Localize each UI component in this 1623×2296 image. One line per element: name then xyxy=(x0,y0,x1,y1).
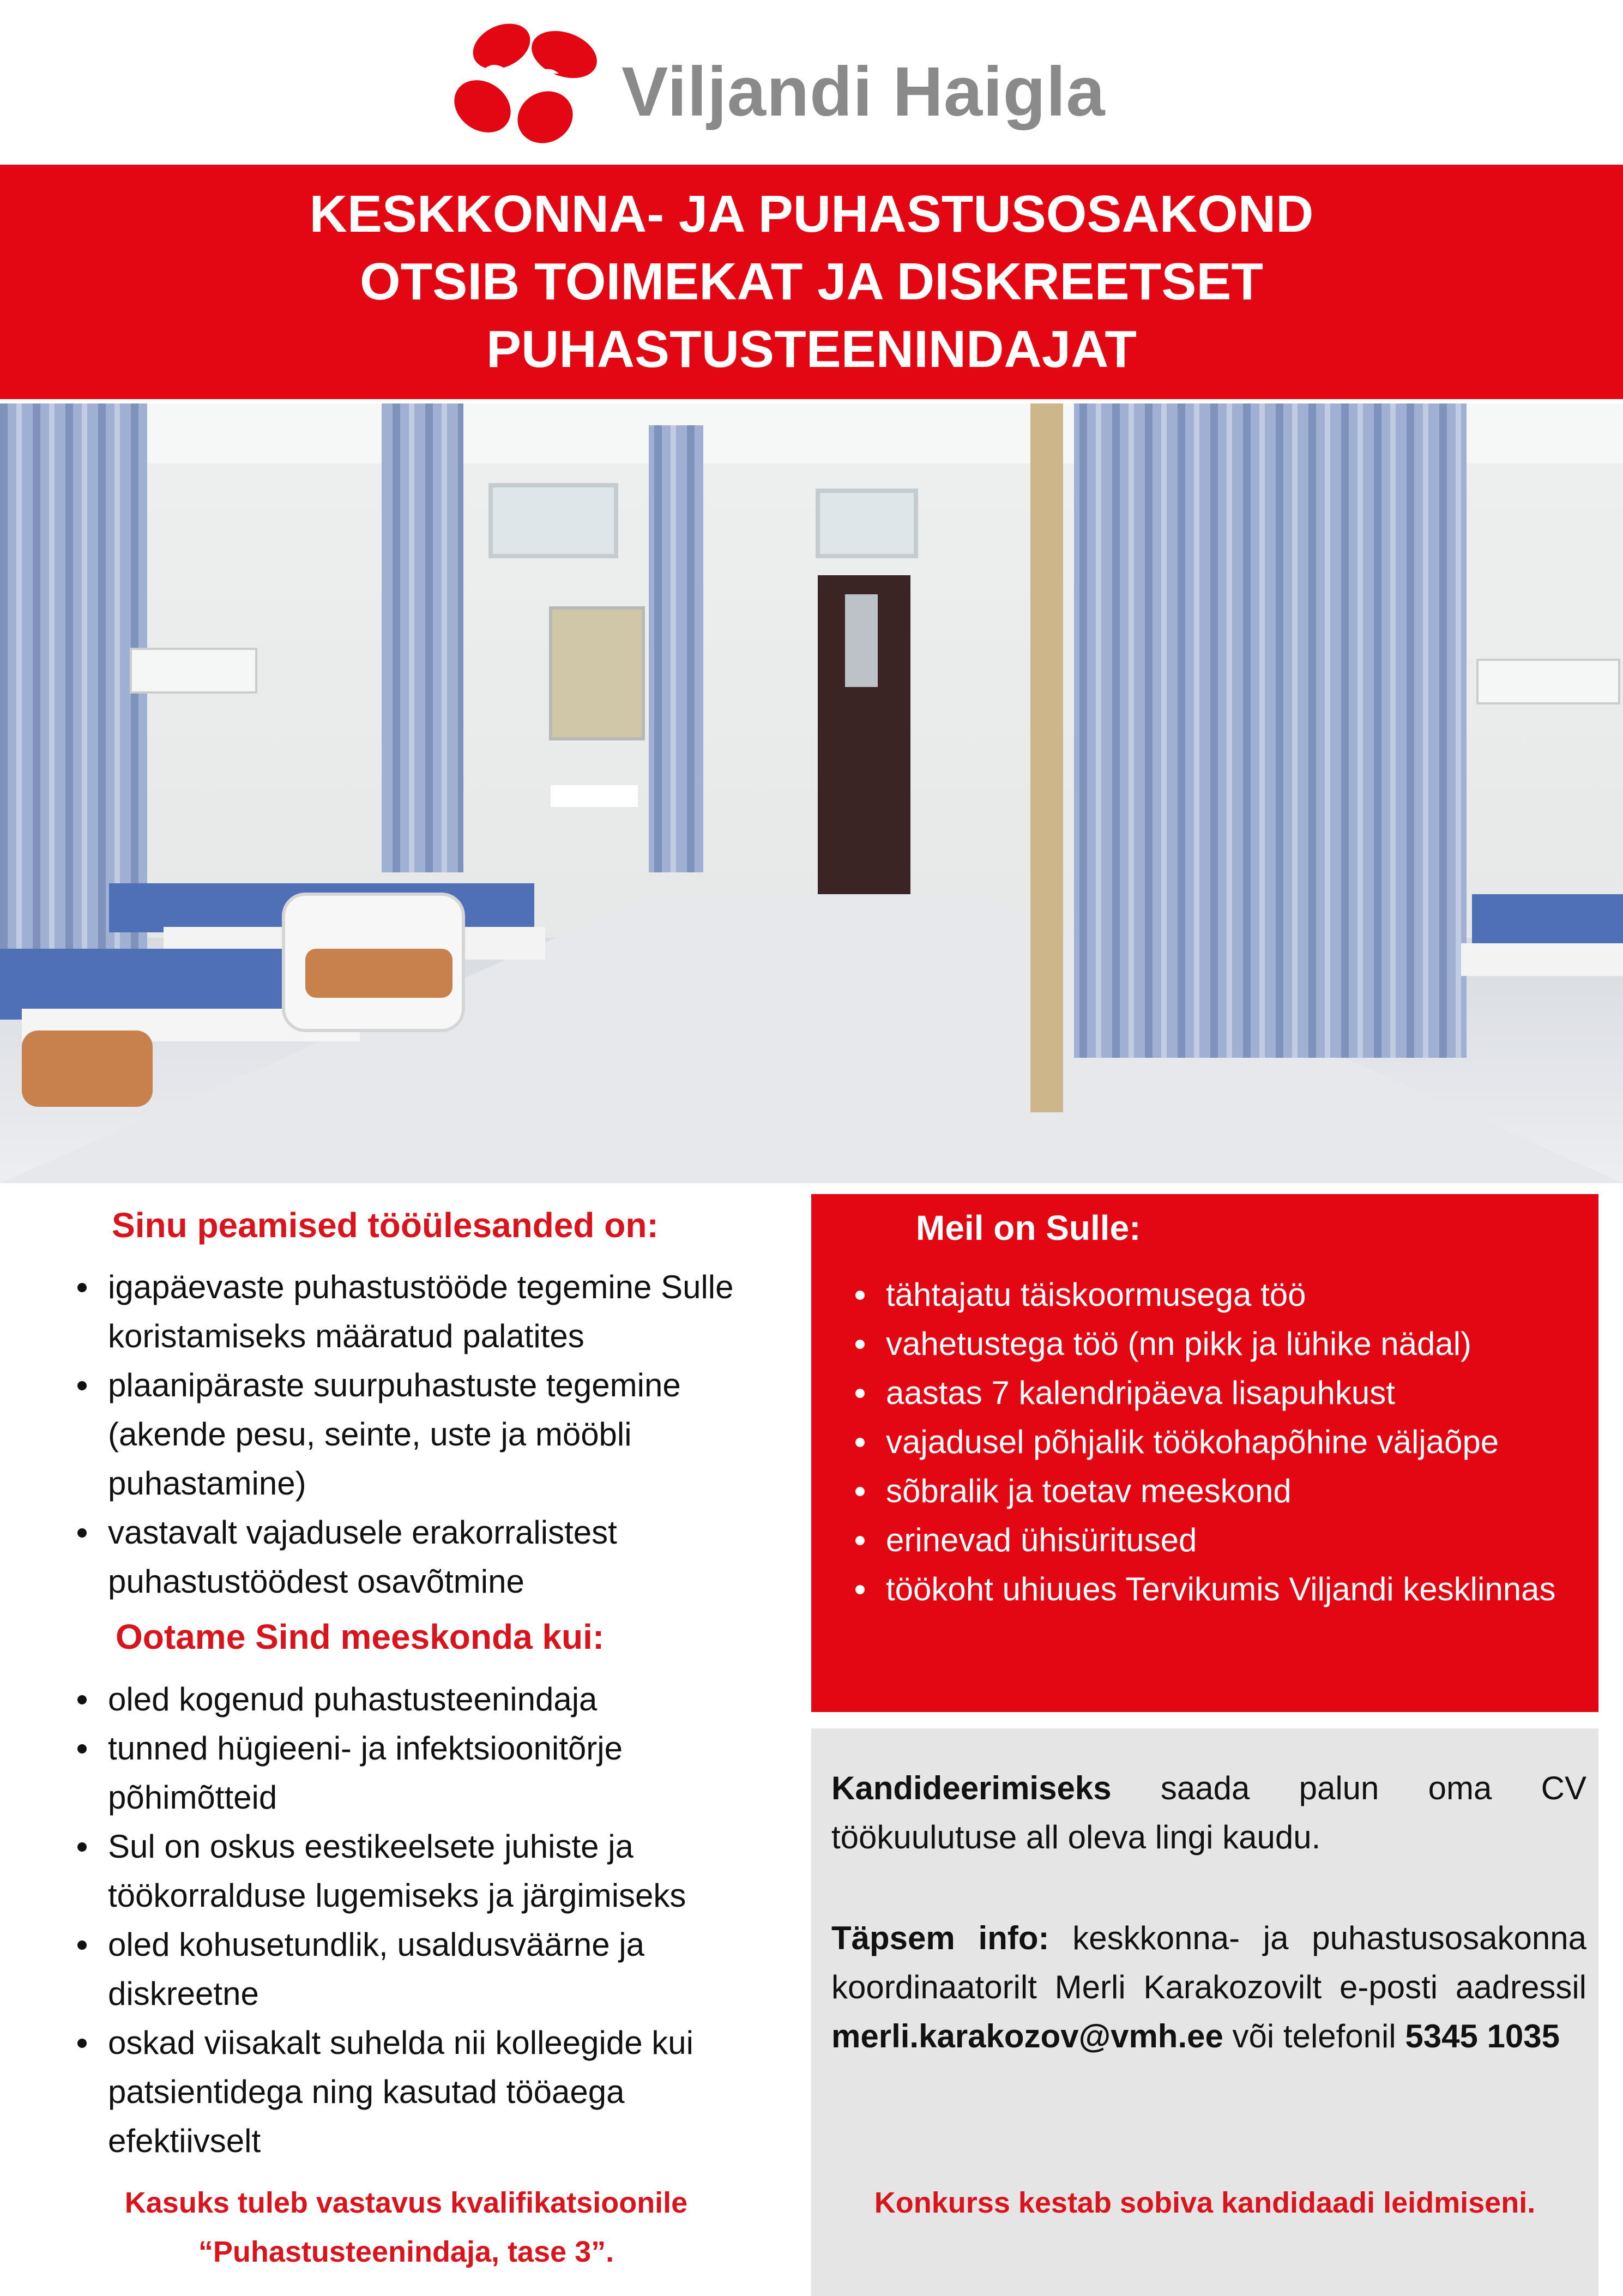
list-item: vastavalt vajadusele erakorralistest puhastustöödest osavõtmine xyxy=(70,1508,779,1606)
hospital-ward-photo xyxy=(0,403,1623,1183)
qualification-line: Kasuks tuleb vastavus kvalifikatsioonile xyxy=(124,2186,688,2219)
list-item: Sul on oskus eestikeelsete juhiste ja töökorralduse lugemiseks ja järgimiseks xyxy=(70,1822,779,1920)
brand-name: Viljandi Haigla xyxy=(622,53,1106,131)
list-item: plaanipäraste suurpuhastuste tegemine (akende pesu, seinte, uste ja mööbli puhastamine) xyxy=(70,1361,779,1508)
list-item: erinevad ühisüritused xyxy=(848,1516,1589,1565)
title-banner xyxy=(0,165,1623,399)
deadline-note: Konkurss kestab sobiva kandidaadi leidmiseni. xyxy=(874,2186,1536,2219)
flower-logo-icon xyxy=(420,16,627,153)
phone-prefix: või telefonil xyxy=(1223,2018,1405,2054)
info-description: keskkonna- ja puhastusosakonna koordinaatorilt Merli Karakozovilt e-posti aadressil xyxy=(831,1920,1586,2005)
duties-list xyxy=(70,1263,779,1606)
list-item: tähtajatu täiskoormusega töö xyxy=(848,1270,1589,1319)
requirements-list xyxy=(70,1675,779,2166)
list-item: sõbralik ja toetav meeskond xyxy=(848,1467,1589,1516)
apply-description: saada palun oma CV töökuulutuse all oleva lingi kaudu. xyxy=(831,1770,1586,1855)
list-item: töökoht uhiuues Tervikumis Viljandi kesklinnas xyxy=(848,1565,1589,1614)
list-item: vahetustega töö (nn pikk ja lühike nädal) xyxy=(848,1319,1589,1369)
list-item: oled kohusetundlik, usaldusväärne ja diskreetne xyxy=(70,1920,779,2018)
apply-label: Kandideerimiseks xyxy=(831,1770,1112,1806)
list-item: tunned hügieeni- ja infektsioonitõrje põhimõtteid xyxy=(70,1724,779,1822)
list-item: vajadusel põhjalik töökohapõhine väljaõpe xyxy=(848,1418,1589,1467)
list-item: oskad viisakalt suhelda nii kolleegide kui patsientidega ning kasutad tööaega efektiivselt xyxy=(70,2018,779,2166)
info-text xyxy=(831,1914,1586,2061)
title-line: PUHASTUSTEENINDAJAT xyxy=(486,320,1137,378)
apply-text xyxy=(831,1764,1586,1862)
duties-heading: Sinu peamised tööülesanded on: xyxy=(112,1206,659,1245)
list-item: oled kogenud puhastusteenindaja xyxy=(70,1675,779,1724)
info-label: Täpsem info: xyxy=(831,1920,1049,1956)
qualification-line: “Puhastusteenindaja, tase 3”. xyxy=(198,2235,614,2268)
qualification-note xyxy=(71,2178,741,2276)
contact-phone[interactable]: 5345 1035 xyxy=(1405,2018,1560,2054)
title-line: OTSIB TOIMEKAT JA DISKREETSET xyxy=(359,252,1264,311)
benefits-list xyxy=(848,1270,1589,1614)
title-line: KESKKONNA- JA PUHASTUSOSAKOND xyxy=(309,185,1314,243)
list-item: aastas 7 kalendripäeva lisapuhkust xyxy=(848,1369,1589,1418)
benefits-heading: Meil on Sulle: xyxy=(916,1208,1141,1248)
requirements-heading: Ootame Sind meeskonda kui: xyxy=(116,1617,605,1656)
list-item: igapäevaste puhastustööde tegemine Sulle koristamiseks määratud palatites xyxy=(70,1263,779,1361)
contact-email[interactable]: merli.karakozov@vmh.ee xyxy=(831,2018,1223,2054)
